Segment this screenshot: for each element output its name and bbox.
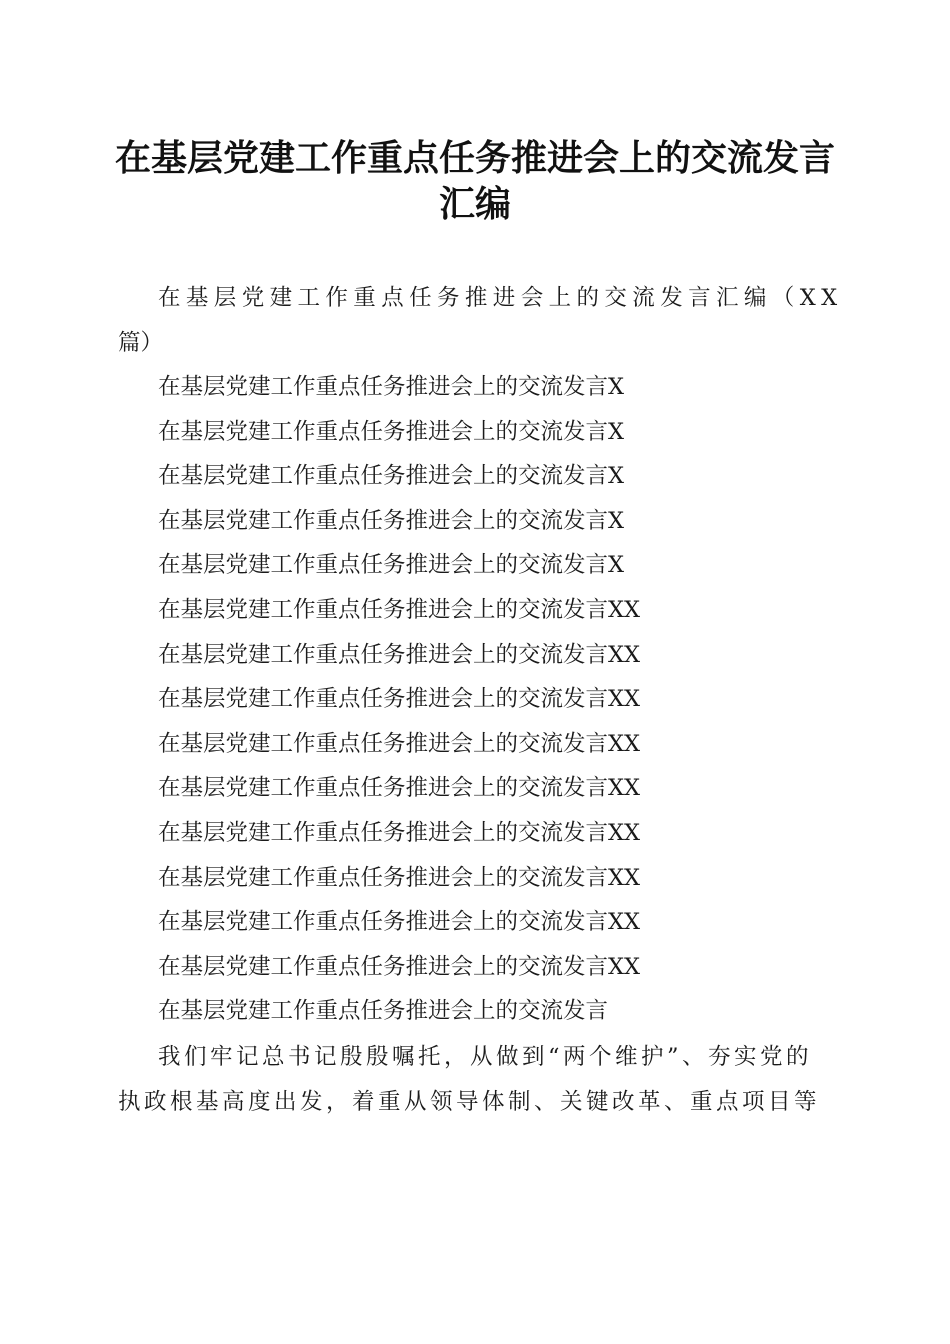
- intro-line-2: 篇）: [118, 329, 164, 356]
- toc-item: 在基层党建工作重点任务推进会上的交流发言XX: [158, 909, 641, 936]
- toc-item: 在基层党建工作重点任务推进会上的交流发言XX: [158, 775, 641, 802]
- body-paragraph-line-2: 执政根基高度出发，着重从领导体制、关键改革、重点项目等: [118, 1088, 821, 1115]
- toc-item: 在基层党建工作重点任务推进会上的交流发言X: [158, 552, 625, 579]
- toc-item: 在基层党建工作重点任务推进会上的交流发言X: [158, 507, 625, 534]
- intro-line-1: 在基层党建工作重点任务推进会上的交流发言汇编（XX: [158, 285, 843, 311]
- body-paragraph: [118, 1035, 838, 1124]
- toc-item: 在基层党建工作重点任务推进会上的交流发言XX: [158, 596, 641, 623]
- toc-item: 在基层党建工作重点任务推进会上的交流发言XX: [158, 730, 641, 757]
- toc-item: 在基层党建工作重点任务推进会上的交流发言XX: [158, 641, 641, 668]
- toc-item: 在基层党建工作重点任务推进会上的交流发言XX: [158, 953, 641, 980]
- body-paragraph-line-1: 我们牢记总书记殷殷嘱托，从做到“两个维护”、夯实党的: [158, 1044, 813, 1070]
- intro-paragraph: [118, 276, 843, 365]
- document-title-line-1: 在基层党建工作重点任务推进会上的交流发言: [114, 137, 835, 179]
- toc-item: 在基层党建工作重点任务推进会上的交流发言XX: [158, 864, 641, 891]
- toc-item: 在基层党建工作重点任务推进会上的交流发言XX: [158, 686, 641, 713]
- toc-item: 在基层党建工作重点任务推进会上的交流发言X: [158, 418, 625, 445]
- toc-item: 在基层党建工作重点任务推进会上的交流发言: [158, 998, 609, 1025]
- document-title-line-2: 汇编: [438, 183, 511, 225]
- table-of-contents: [158, 365, 640, 1034]
- toc-item: 在基层党建工作重点任务推进会上的交流发言XX: [158, 819, 641, 846]
- toc-item: 在基层党建工作重点任务推进会上的交流发言X: [158, 374, 625, 400]
- toc-item: 在基层党建工作重点任务推进会上的交流发言X: [158, 463, 625, 490]
